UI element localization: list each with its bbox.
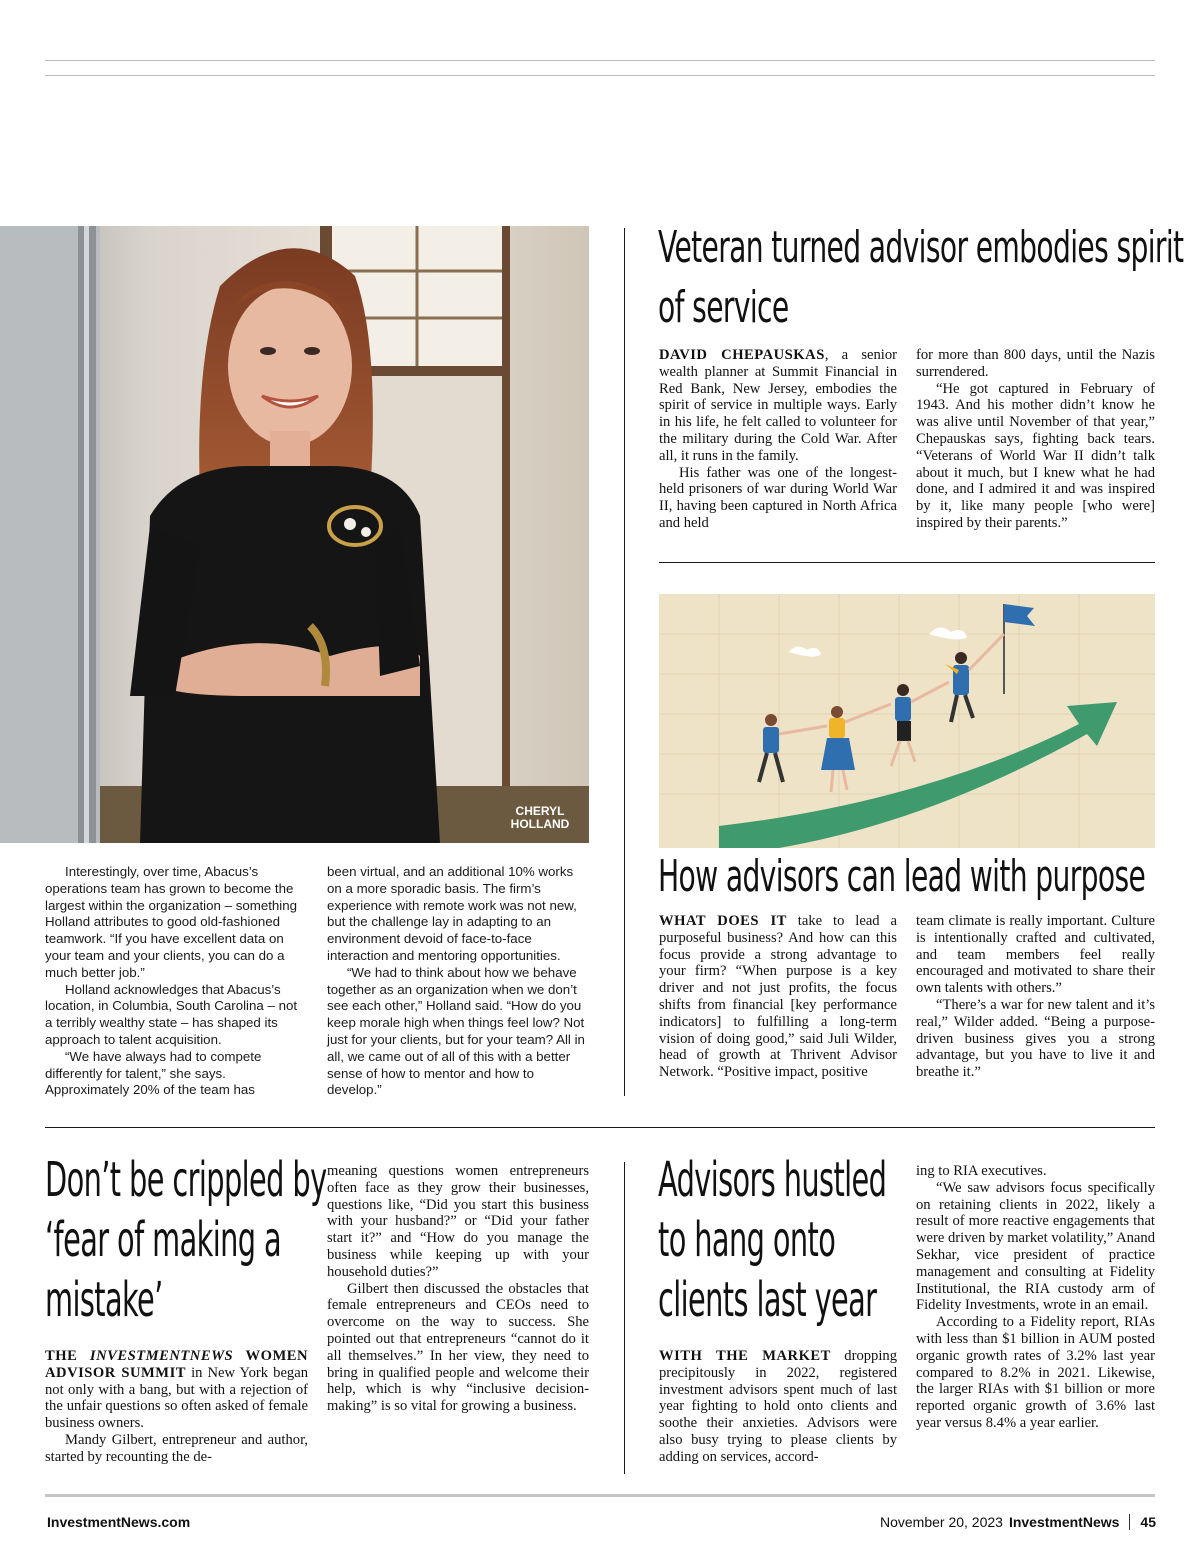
purpose-col1-p1: take to lead a purposeful business? And how can this focus provide a strong advantage to your firm? “When purpose is a key driver and not just profits, the focus shifts from financial [key performance indicators] to fulfilling a long-term vision of doing good,” said Juli Wilder, head of growth at Thrivent Advisor Network. “Positive impact, positive xyxy=(659,913,897,1081)
photo-caption xyxy=(505,805,575,831)
crippled-col1 xyxy=(45,1348,308,1466)
left-col2-p2: “We had to think about how we behave together as an organization when we don’t see each other,” Holland said. “How do you keep morale high when things feel low? Not just for your clients, but for your team? All in all, we came out of all of this with a better sense of how to mentor and how to develop.” xyxy=(327,964,585,1098)
left-article-col1 xyxy=(45,864,300,1099)
figure-1 xyxy=(759,714,827,782)
hustled-col1 xyxy=(659,1348,897,1466)
veteran-col2 xyxy=(916,347,1155,532)
veteran-headline-line2: of service xyxy=(658,282,789,333)
crippled-col2 xyxy=(327,1163,589,1415)
veteran-lead: DAVID CHEPAUSKAS xyxy=(659,347,825,363)
portrait-photo xyxy=(0,226,589,843)
left-col1-p3: “We have always had to compete differently for talent,” she says. Approximately 20% of the team has xyxy=(45,1048,262,1098)
left-article-col2 xyxy=(327,864,589,1099)
left-col2-p1: been virtual, and an additional 10% works on a more sporadic basis. The firm’s experience with remote work was not new, but the challenge lay in adapting to an environment devoid of face-to-face interaction and mentoring opportunities. xyxy=(327,864,577,963)
purpose-col2-p1: team climate is really important. Culture is intentionally crafted and cultivated, and team members feel really encouraged and motivated to share their own talents with others.” xyxy=(916,913,1155,997)
column-divider-bottom xyxy=(624,1162,625,1474)
footer-date: November 20, 2023 xyxy=(879,1514,1003,1530)
veteran-col1-p1: , a senior wealth planner at Summit Financial in Red Bank, New Jersey, embodies the spirit of service in multiple ways. Early in his life, he felt called to volunteer for the military during the Cold War. After all, it runs in the family. xyxy=(659,347,897,464)
top-rule-2 xyxy=(45,75,1155,76)
hustled-col2-p3: According to a Fidelity report, RIAs with less than $1 billion in AUM posted organic growth rates of 3.2% last year compared to 8.2% in 2021. Likewise, the larger RIAs with $1 billion or more reported organic growth of 3.6% last year versus 8.4% a year earlier. xyxy=(916,1314,1155,1431)
footer-separator xyxy=(1129,1514,1130,1530)
hustled-headline-line2: to hang onto xyxy=(658,1212,836,1268)
footer-rule xyxy=(45,1494,1155,1497)
crippled-headline-line2: ‘fear of making a xyxy=(45,1212,282,1268)
crippled-col2-p1: meaning questions women entrepreneurs often face as they grow their businesses, questions like, “Did you start this business with your husband?” or “Did your father start it?” and “How do you manage the business while keeping up with your household duties?” xyxy=(327,1163,589,1280)
purpose-headline: How advisors can lead with purpose xyxy=(658,851,1146,902)
purpose-col2 xyxy=(916,913,1155,1081)
figure-3 xyxy=(891,682,949,766)
hustled-col2-p1: ing to RIA executives. xyxy=(916,1163,1047,1179)
crippled-lead-a: THE xyxy=(45,1348,90,1364)
hustled-headline-line3: clients last year xyxy=(658,1272,877,1328)
hustled-col2-p2: “We saw advisors focus specifically on retaining clients in 2022, likely a result of more reactive engagements that were driven by market volatility,” Anand Sekhar, vice president of practice management and consulting at Fidelity Institutional, the RIA custody arm of Fidelity Investments, wrote in an email. xyxy=(916,1179,1155,1314)
purpose-lead: WHAT DOES IT xyxy=(659,913,787,929)
figure-2 xyxy=(821,704,891,792)
veteran-col1-p2: His father was one of the longest-held prisoners of war during World War II, having been captured in North Africa and held xyxy=(659,464,897,531)
crippled-lead-b: INVESTMENTNEWS xyxy=(89,1348,234,1364)
crippled-headline-line1: Don’t be crippled by xyxy=(45,1152,327,1208)
hustled-col1-p1: dropping precipitously in 2022, registered investment advisors spent much of last year fighting to hold onto clients and soothe their anxieties. Advisors were also busy trying to please clients by adding on services, accord- xyxy=(659,1348,897,1465)
page-number: 45 xyxy=(1140,1514,1156,1530)
veteran-col2-p2: “He got captured in February of 1943. And his mother didn’t know he was alive until November of that year,” Chepauskas says, fighting back tears. “Veterans of World War II didn’t talk about it much, but I knew what he had done, and I admired it and was inspired by it, like many people [who were] inspired by their parents.” xyxy=(916,380,1155,531)
portrait-illustration xyxy=(0,226,589,843)
footer-site[interactable]: InvestmentNews.com xyxy=(47,1514,191,1530)
crippled-col1-p1: in New York began not only with a bang, but with a rejection of the unfair questions so often asked of female business owners. xyxy=(45,1364,308,1432)
crippled-headline-line3: mistake’ xyxy=(45,1272,163,1328)
left-col1-p1: Interestingly, over time, Abacus’s operations team has grown to become the largest within the organization – something Holland attributes to good old-fashioned teamwork. “If you have excellent data on your team and your clients, you can do a much better job.” xyxy=(45,864,298,980)
hustled-col2 xyxy=(916,1163,1155,1432)
purpose-col1 xyxy=(659,913,897,1081)
team-climbing-arrow-illustration xyxy=(659,594,1155,848)
veteran-bottom-rule xyxy=(659,562,1155,563)
left-col1-p2: Holland acknowledges that Abacus’s location, in Columbia, South Carolina – not a terribly wealthy state – has shaped its approach to talent acquisition. xyxy=(45,981,298,1047)
crippled-col1-p2: Mandy Gilbert, entrepreneur and author, started by recounting the de- xyxy=(45,1431,308,1465)
footer-info xyxy=(880,1514,1156,1530)
purpose-illustration xyxy=(659,594,1155,848)
figure-4 xyxy=(945,634,1004,722)
crippled-col2-p2: Gilbert then discussed the obstacles that female entrepreneurs and CEOs need to overcome on the way to success. She pointed out that entrepreneurs “cannot do it all themselves.” In her view, they need to bring in qualified people and welcome their help, which is why “inclusive decision-making” is so vital for growing a business. xyxy=(327,1280,589,1415)
column-divider-top xyxy=(624,228,625,1096)
footer-publication: InvestmentNews xyxy=(1008,1514,1120,1530)
purpose-col2-p2: “There’s a war for new talent and it’s real,” Wilder added. “Being a purpose-driven business gives you a strong advantage, but you have to live it and breathe it.” xyxy=(916,996,1155,1081)
hustled-headline-line1: Advisors hustled xyxy=(658,1152,887,1208)
veteran-col2-p1: for more than 800 days, until the Nazis surrendered. xyxy=(916,347,1155,380)
hustled-lead: WITH THE MARKET xyxy=(659,1348,831,1364)
veteran-col1 xyxy=(659,347,897,532)
top-rule-1 xyxy=(45,60,1155,61)
photo-caption-line1: CHERYL xyxy=(515,804,565,818)
photo-caption-line2: HOLLAND xyxy=(510,817,570,831)
section-divider xyxy=(45,1127,1155,1128)
crippled-lead-c: WOMEN ADVISOR SUMMIT xyxy=(45,1348,308,1381)
veteran-headline-line1: Veteran turned advisor embodies spirit xyxy=(658,222,1184,273)
